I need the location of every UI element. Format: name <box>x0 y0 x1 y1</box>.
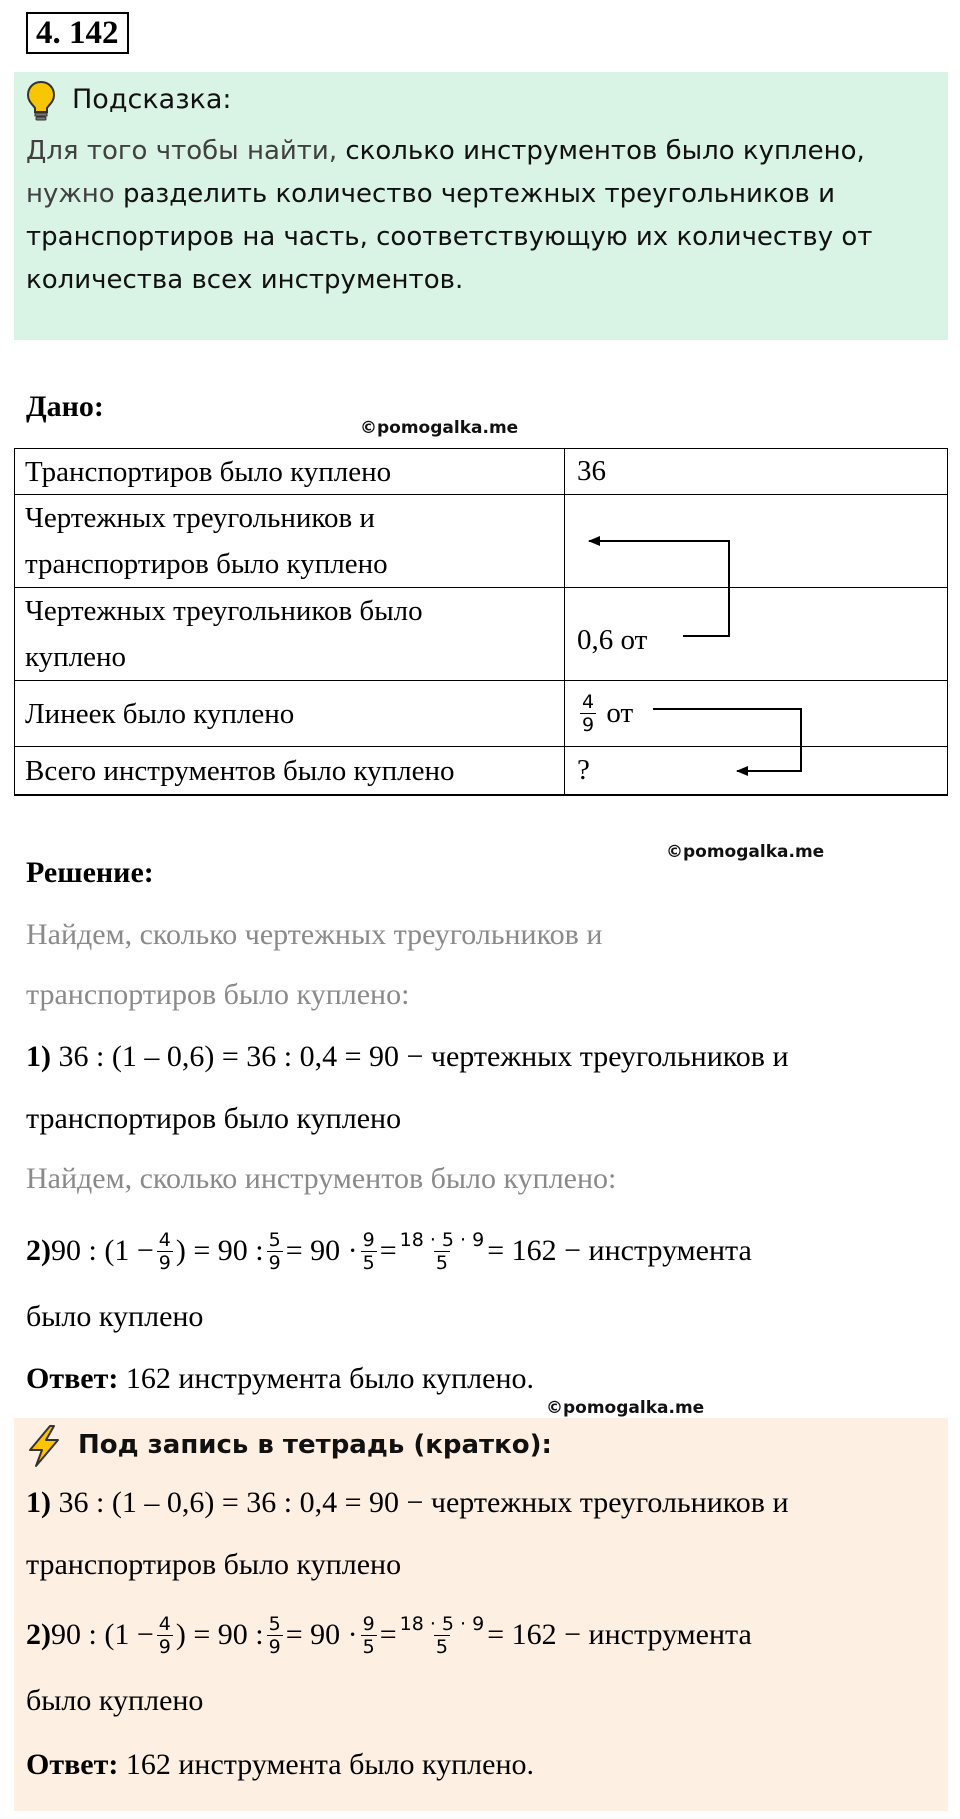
step-2 <box>26 1226 752 1276</box>
table-row <box>15 747 947 795</box>
step-number: 2) <box>26 1618 51 1651</box>
problem-number: 4. 142 <box>26 12 129 54</box>
watermark: ©pomogalka.me <box>666 842 825 862</box>
fraction <box>580 691 596 736</box>
fraction-numerator: 9 <box>362 1228 375 1251</box>
step-1-expression: 36 : (1 – 0,6) = 36 : 0,4 = 90 − чертежных треугольников и <box>51 1486 789 1519</box>
lightning-icon <box>24 1424 64 1468</box>
fraction-numerator: 5 <box>268 1228 281 1251</box>
answer-label: Ответ: <box>26 1748 119 1781</box>
table-row <box>15 681 947 747</box>
answer <box>26 1748 534 1782</box>
fraction <box>400 1613 485 1658</box>
given-label: Дано: <box>26 390 104 423</box>
fraction-denominator: 9 <box>158 1251 171 1274</box>
step-2 <box>26 1610 752 1660</box>
given-row-label: Всего инструментов было куплено <box>15 747 565 794</box>
watermark: ©pomogalka.me <box>546 1398 705 1418</box>
fraction-denominator: 5 <box>435 1635 448 1658</box>
hint-text-part: разделить количество чертежных треугольников и транспортиров на часть, соответствующую их количеству от количества всех инструментов <box>26 179 873 295</box>
given-table <box>14 448 948 796</box>
step-2-part: = 162 − инструмента <box>487 1618 752 1651</box>
fraction-numerator: 18 · 5 · 9 <box>399 1612 485 1635</box>
table-row <box>15 495 947 588</box>
fraction <box>400 1229 485 1274</box>
step-2-part: ) = 90 : <box>175 1234 264 1267</box>
given-row-value-text: от <box>606 697 634 729</box>
answer-label: Ответ: <box>26 1362 119 1395</box>
fraction-denominator: 5 <box>362 1251 375 1274</box>
notebook-title: Под запись в тетрадь (кратко): <box>78 1430 552 1460</box>
given-row-value: 0,6 от <box>577 623 648 656</box>
given-row-label: Транспортиров было куплено <box>15 449 565 494</box>
fraction <box>361 1229 377 1274</box>
hint-title: Подсказка: <box>72 84 232 115</box>
fraction-denominator: 9 <box>268 1251 281 1274</box>
step-1-expression: 36 : (1 – 0,6) = 36 : 0,4 = 90 − чертежных треугольников и <box>51 1040 789 1073</box>
step-2-part: 90 : (1 − <box>51 1618 154 1651</box>
hint-text-part: . <box>454 265 464 295</box>
given-row-value: ? <box>577 754 590 786</box>
hint-box <box>14 72 948 340</box>
given-row-label: Чертежных треугольников было куплено <box>15 588 565 680</box>
step-2-part: = <box>379 1234 397 1267</box>
fraction-numerator: 9 <box>362 1612 375 1635</box>
step-2-part: = 90 · <box>285 1618 358 1651</box>
fraction-numerator: 5 <box>268 1612 281 1635</box>
fraction <box>157 1229 173 1274</box>
given-row-label: Чертежных треугольников и транспортиров было куплено <box>15 495 565 587</box>
fraction-denominator: 9 <box>268 1635 281 1658</box>
watermark: ©pomogalka.me <box>360 418 519 438</box>
hint-text-part: сколько инструментов было куплено, <box>345 136 865 166</box>
step-number: 1) <box>26 1486 51 1519</box>
step-1-cont: транспортиров было куплено <box>26 1548 402 1581</box>
solution-intro-2: Найдем, сколько инструментов было куплено: <box>26 1162 617 1195</box>
fraction-denominator: 9 <box>158 1635 171 1658</box>
hint-text-part: нужно <box>26 179 123 209</box>
fraction-denominator: 9 <box>582 714 595 736</box>
step-2-part: ) = 90 : <box>175 1618 264 1651</box>
solution-label: Решение: <box>26 856 154 889</box>
answer <box>26 1362 534 1396</box>
given-row-label: Линеек было куплено <box>15 681 565 746</box>
fraction <box>267 1613 283 1658</box>
step-number: 1) <box>26 1040 51 1073</box>
fraction-numerator: 4 <box>582 691 595 713</box>
table-row <box>15 449 947 495</box>
step-2-cont: было куплено <box>26 1300 204 1333</box>
step-2-part: = 162 − инструмента <box>487 1234 752 1267</box>
answer-text: 162 инструмента было куплено. <box>118 1748 535 1781</box>
step-1-cont: транспортиров было куплено <box>26 1102 402 1135</box>
fraction <box>267 1229 283 1274</box>
hint-text <box>26 130 941 302</box>
fraction <box>157 1613 173 1658</box>
lightbulb-icon <box>26 80 56 122</box>
step-2-cont: было куплено <box>26 1684 204 1717</box>
fraction-numerator: 18 · 5 · 9 <box>399 1228 485 1251</box>
step-1 <box>26 1486 789 1520</box>
given-row-value: 36 <box>577 455 606 487</box>
step-number: 2) <box>26 1234 51 1267</box>
answer-text: 162 инструмента было куплено. <box>118 1362 535 1395</box>
step-2-part: = 90 · <box>285 1234 358 1267</box>
step-1 <box>26 1040 789 1074</box>
fraction <box>361 1613 377 1658</box>
solution-intro-1: Найдем, сколько чертежных треугольников и <box>26 918 603 951</box>
fraction-numerator: 4 <box>158 1228 171 1251</box>
fraction-denominator: 5 <box>435 1251 448 1274</box>
solution-intro-1-cont: транспортиров было куплено: <box>26 978 410 1011</box>
given-row-value <box>577 681 947 746</box>
hint-text-part: Для того чтобы найти, <box>26 136 346 166</box>
notebook-box <box>14 1418 948 1811</box>
given-row-value <box>577 495 947 587</box>
fraction-numerator: 4 <box>158 1612 171 1635</box>
fraction-denominator: 5 <box>362 1635 375 1658</box>
step-2-part: = <box>379 1618 397 1651</box>
step-2-part: 90 : (1 − <box>51 1234 154 1267</box>
table-row <box>15 588 947 681</box>
